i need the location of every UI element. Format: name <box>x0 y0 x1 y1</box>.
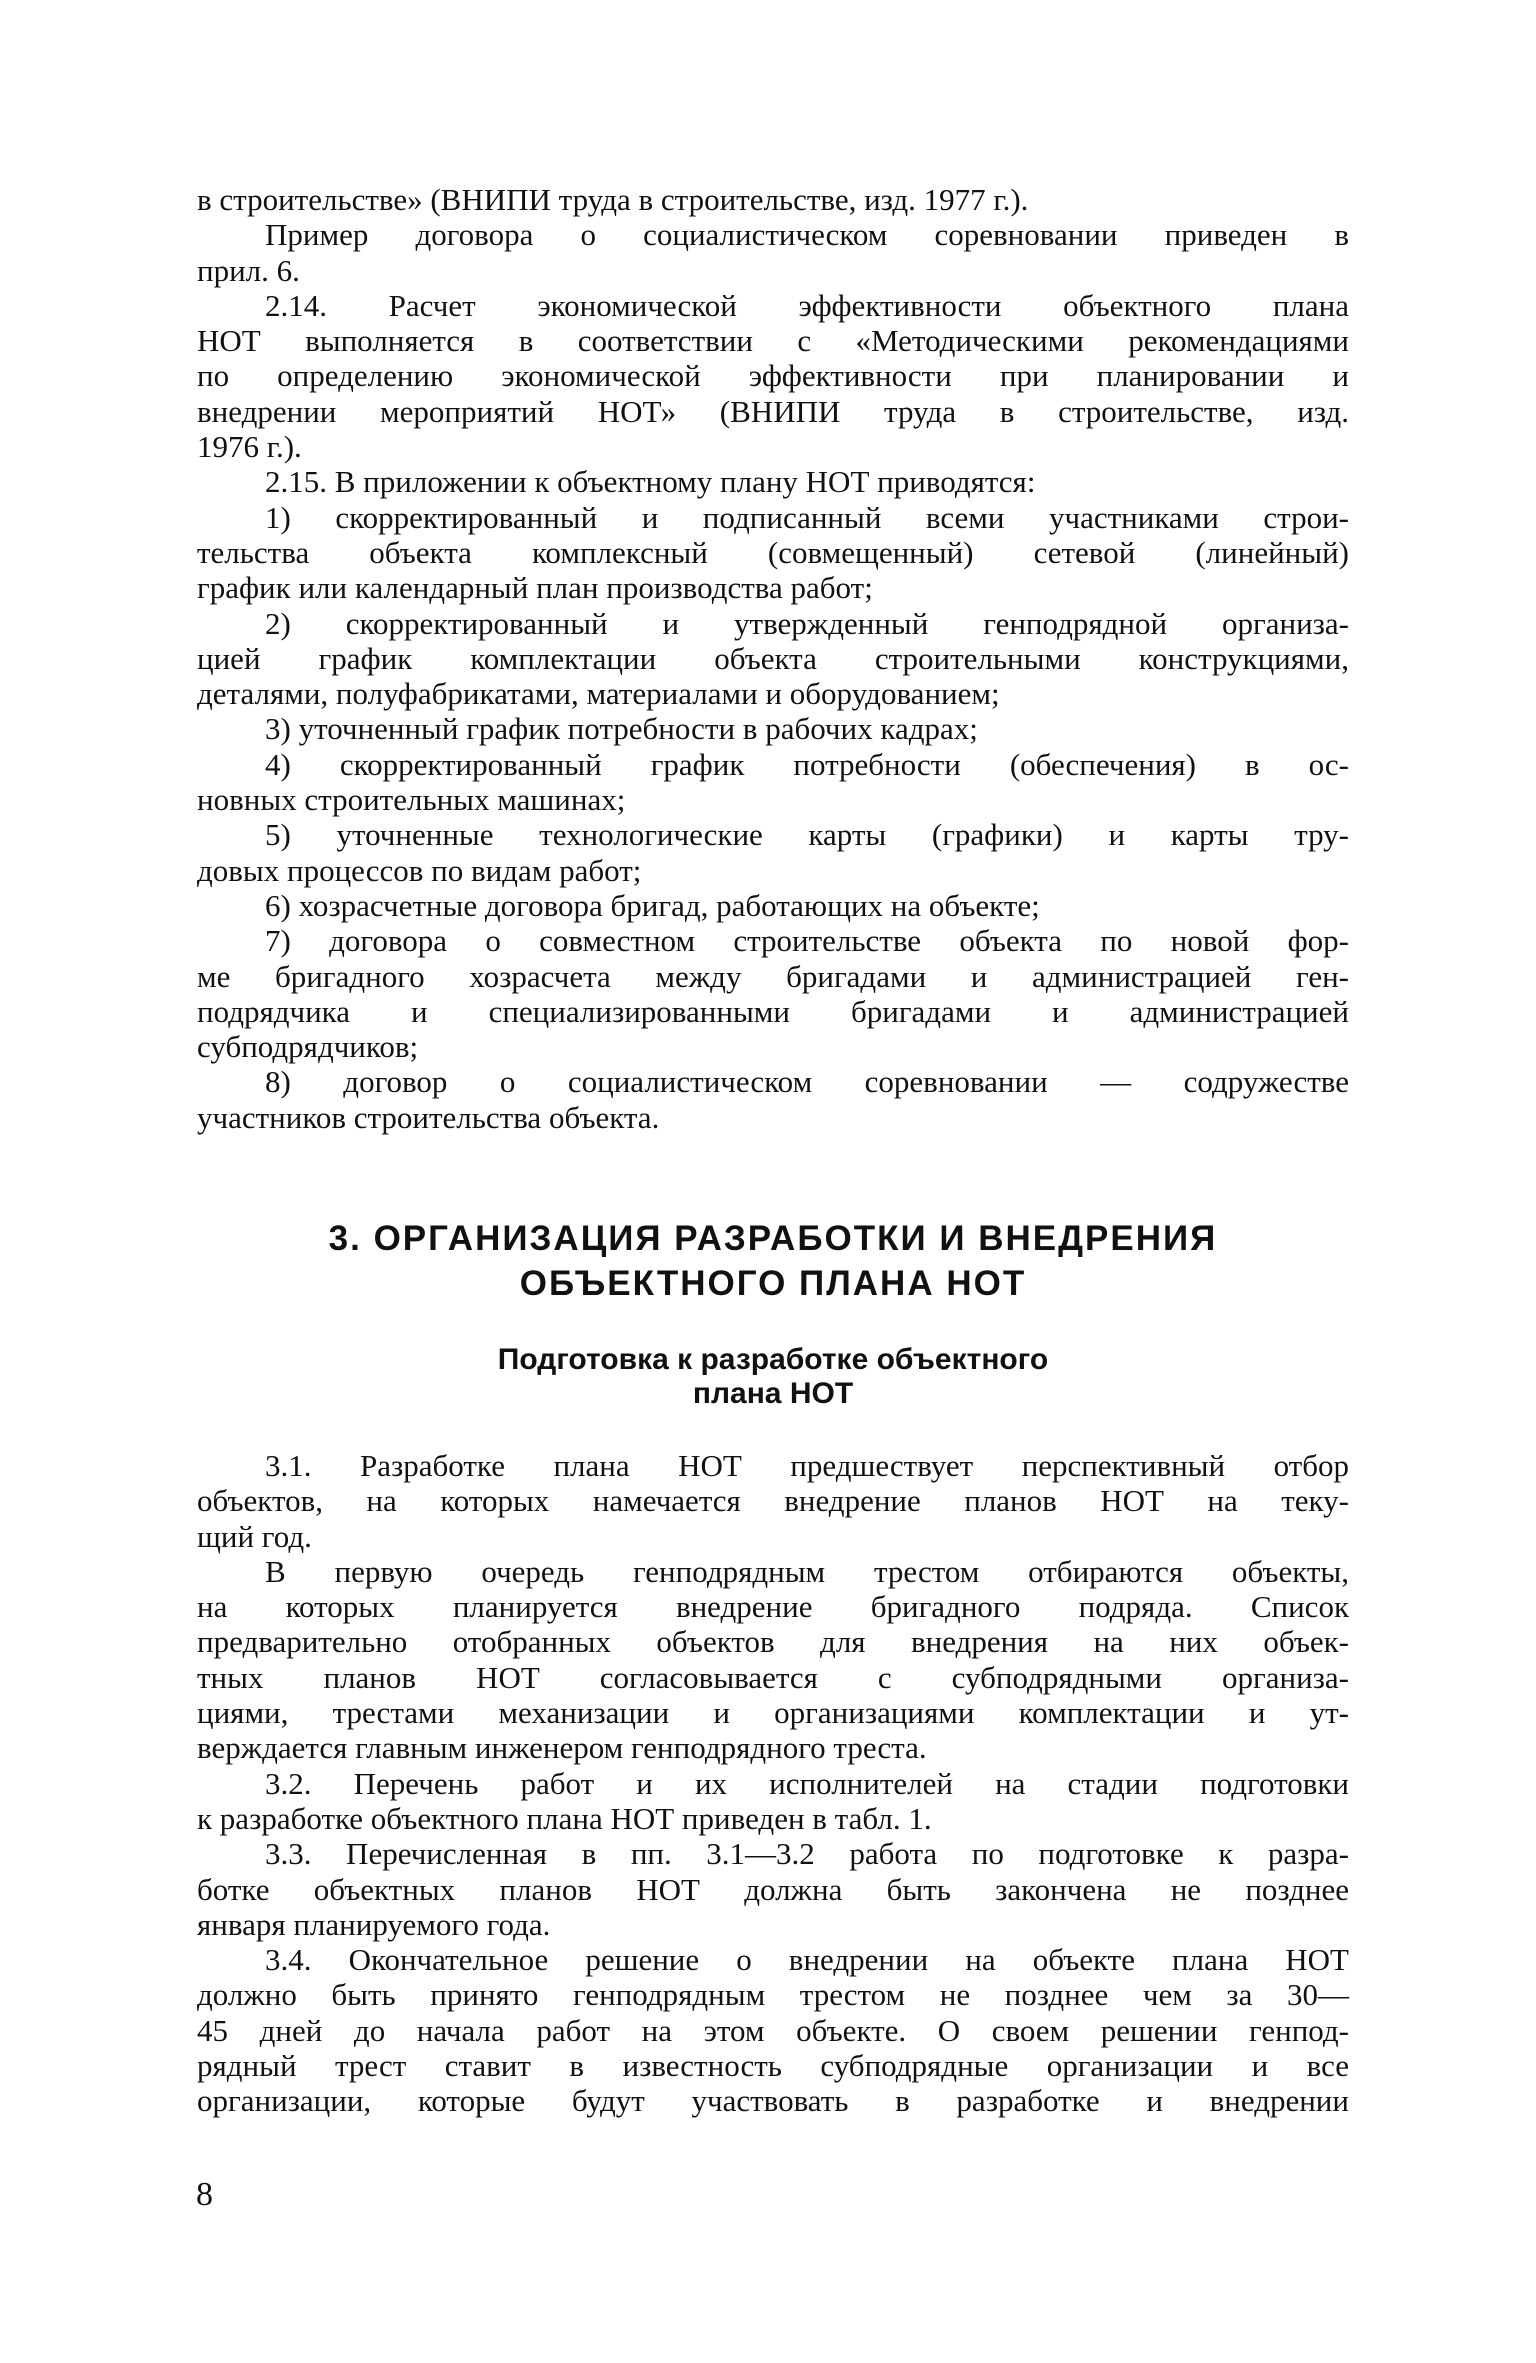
paragraph <box>197 888 1349 923</box>
text-line: Пример договора о социалистическом соревновании приведен в <box>265 217 1349 253</box>
paragraph <box>197 747 1349 818</box>
text-line: НОТ выполняется в соответствии с «Методическими рекомендациями <box>197 323 1349 359</box>
text-line: циями, трестами механизации и организациями комплектации и ут- <box>197 1695 1349 1731</box>
text-line: объектов, на которых намечается внедрение планов НОТ на теку- <box>197 1483 1349 1519</box>
paragraph <box>197 217 1349 288</box>
text-line: 4) скорректированный график потребности (обеспечения) в ос- <box>265 746 1349 782</box>
text-line: 3.4. Окончательное решение о внедрении на объекте плана НОТ <box>265 1942 1349 1978</box>
paragraph <box>197 1448 1349 1554</box>
text-line: 3.1. Разработке плана НОТ предшествует перспективный отбор <box>265 1448 1349 1483</box>
text-line: довых процессов по видам работ; <box>197 852 642 888</box>
text-line: щий год. <box>197 1518 312 1554</box>
text-line: к разработке объектного плана НОТ приведен в табл. 1. <box>197 1800 932 1836</box>
paragraph <box>197 1554 1349 1766</box>
text-line: 2.14. Расчет экономической эффективности объектного плана <box>265 287 1349 323</box>
subsection-title-line: плана НОТ <box>692 1377 854 1410</box>
text-line: на которых планируется внедрение бригадного подряда. Список <box>197 1589 1349 1625</box>
text-line: 3) уточненный график потребности в рабочих кадрах; <box>265 711 978 747</box>
text-line: 2.15. В приложении к объектному плану НОТ приводятся: <box>265 464 1036 500</box>
section-title-line: ОБЪЕКТНОГО ПЛАНА НОТ <box>519 1264 1027 1303</box>
paragraph <box>197 500 1349 606</box>
text-line: ме бригадного хозрасчета между бригадами и администрацией ген- <box>197 958 1349 994</box>
text-line: график или календарный план производства работ; <box>197 570 873 606</box>
text-line: В первую очередь генподрядным трестом отбираются объекты, <box>265 1553 1349 1589</box>
text-line: должно быть принято генподрядным трестом не позднее чем за 30— <box>197 1977 1349 2013</box>
text-line: субподрядчиков; <box>197 1029 419 1065</box>
section-title-line: 3. ОРГАНИЗАЦИЯ РАЗРАБОТКИ И ВНЕДРЕНИЯ <box>328 1219 1218 1258</box>
text-line: в строительстве» (ВНИПИ труда в строительстве, изд. 1977 г.). <box>197 182 1029 217</box>
text-line: новных строительных машинах; <box>197 782 626 818</box>
text-line: предварительно отобранных объектов для внедрения на них объек- <box>197 1624 1349 1660</box>
subsection-title <box>197 1343 1349 1411</box>
text-line: участников строительства объекта. <box>197 1099 660 1135</box>
paragraph <box>197 1766 1349 1837</box>
text-block-top <box>197 182 1349 1135</box>
text-line: цией график комплектации объекта строительными конструкциями, <box>197 640 1349 676</box>
paragraph <box>197 464 1349 499</box>
subsection-title-line: Подготовка к разработке объектного <box>497 1343 1049 1376</box>
text-line: 2) скорректированный и утвержденный генподрядной организа- <box>265 605 1349 641</box>
text-line: подрядчика и специализированными бригадами и администрацией <box>197 993 1349 1029</box>
text-line: внедрении мероприятий НОТ» (ВНИПИ труда в строительстве, изд. <box>197 393 1349 429</box>
text-block-bottom <box>197 1448 1349 2119</box>
text-line: тных планов НОТ согласовывается с субподрядными организа- <box>197 1659 1349 1695</box>
text-line: 45 дней до начала работ на этом объекте. О своем решении генпод- <box>197 2012 1349 2048</box>
text-line: 3.3. Перечисленная в пп. 3.1—3.2 работа по подготовке к разра- <box>265 1836 1349 1872</box>
text-line: ботке объектных планов НОТ должна быть закончена не позднее <box>197 1871 1349 1907</box>
paragraph <box>197 182 1349 217</box>
text-line: 8) договор о социалистическом соревновании — содружестве <box>265 1064 1349 1100</box>
text-line: 1) скорректированный и подписанный всеми участниками строи- <box>265 499 1349 535</box>
text-line: 7) договора о совместном строительстве объекта по новой фор- <box>265 923 1349 959</box>
paragraph <box>197 817 1349 888</box>
text-line: тельства объекта комплексный (совмещенный) сетевой (линейный) <box>197 534 1349 570</box>
paragraph <box>197 923 1349 1064</box>
paragraph <box>197 1942 1349 2118</box>
text-line: прил. 6. <box>197 252 300 288</box>
paragraph <box>197 1064 1349 1135</box>
text-line: рядный трест ставит в известность субподрядные организации и все <box>197 2048 1349 2084</box>
text-line: верждается главным инженером генподрядного треста. <box>197 1730 927 1766</box>
paragraph <box>197 606 1349 712</box>
paragraph <box>197 288 1349 464</box>
section-title <box>197 1216 1349 1306</box>
text-line: января планируемого года. <box>197 1906 551 1942</box>
text-line: деталями, полуфабрикатами, материалами и оборудованием; <box>197 676 1000 712</box>
page-number: 8 <box>196 2176 213 2213</box>
paragraph <box>197 711 1349 746</box>
text-line: 3.2. Перечень работ и их исполнителей на стадии подготовки <box>265 1765 1349 1801</box>
text-line: 6) хозрасчетные договора бригад, работающих на объекте; <box>265 887 1040 923</box>
paragraph <box>197 1836 1349 1942</box>
text-line: организации, которые будут участвовать в разработке и внедрении <box>197 2083 1349 2119</box>
text-line: по определению экономической эффективности при планировании и <box>197 358 1349 394</box>
text-line: 1976 г.). <box>197 429 302 465</box>
text-line: 5) уточненные технологические карты (графики) и карты тру- <box>265 817 1349 853</box>
